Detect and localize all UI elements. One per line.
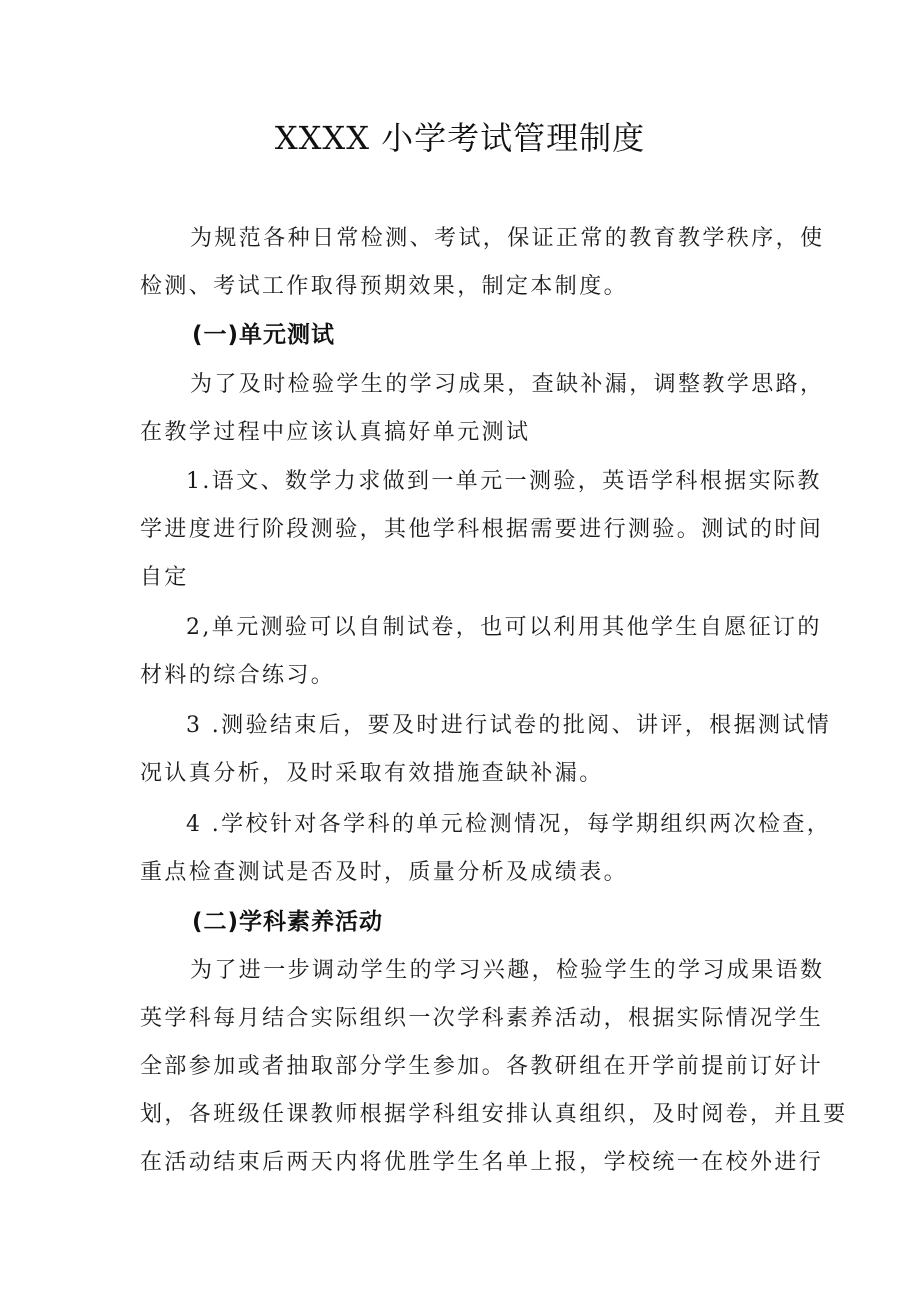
item-1-line-1: 1.语文、数学力求做到一单元一测验，英语学科根据实际教 bbox=[186, 469, 822, 494]
section-1-heading: (一)单元测试 bbox=[192, 322, 336, 348]
item-2-line-1: 2,单元测验可以自制试卷，也可以利用其他学生自愿征订的 bbox=[186, 615, 822, 640]
item-1-line-2: 学进度进行阶段测验，其他学科根据需要进行测验。测试的时间 bbox=[140, 517, 824, 542]
item-4-line-1: 4 .学校针对各学科的单元检测情况，每学期组织两次检查， bbox=[186, 812, 832, 837]
document-title: XXXX 小学考试管理制度 bbox=[274, 119, 646, 157]
section-2-heading: (二)学科素养活动 bbox=[192, 909, 384, 935]
section-1-intro-line-2: 在教学过程中应该认真搞好单元测试 bbox=[140, 420, 531, 445]
section-2-line-1: 为了进一步调动学生的学习兴趣，检验学生的学习成果语数 bbox=[190, 958, 825, 983]
intro-line-1: 为规范各种日常检测、考试，保证正常的教育教学秩序，使 bbox=[190, 226, 825, 251]
item-4-line-2: 重点检查测试是否及时，质量分析及成绩表。 bbox=[140, 860, 629, 885]
item-3-line-1: 3 .测验结束后，要及时进行试卷的批阅、讲评，根据测试情 bbox=[186, 713, 832, 738]
section-2-line-2: 英学科每月结合实际组织一次学科素养活动，根据实际情况学生 bbox=[140, 1006, 824, 1031]
item-2-line-2: 材料的综合练习。 bbox=[140, 663, 336, 688]
intro-line-2: 检测、考试工作取得预期效果，制定本制度。 bbox=[140, 274, 629, 299]
item-3-line-2: 况认真分析，及时采取有效措施查缺补漏。 bbox=[140, 761, 604, 786]
section-1-intro-line-1: 为了及时检验学生的学习成果，查缺补漏，调整教学思路， bbox=[190, 372, 825, 397]
section-2-line-3: 全部参加或者抽取部分学生参加。各教研组在开学前提前订好计 bbox=[140, 1054, 824, 1079]
section-2-line-5: 在活动结束后两天内将优胜学生名单上报，学校统一在校外进行 bbox=[140, 1150, 824, 1175]
item-1-line-3: 自定 bbox=[140, 565, 189, 590]
section-2-line-4: 划，各班级任课教师根据学科组安排认真组织，及时阅卷，并且要 bbox=[140, 1102, 848, 1127]
